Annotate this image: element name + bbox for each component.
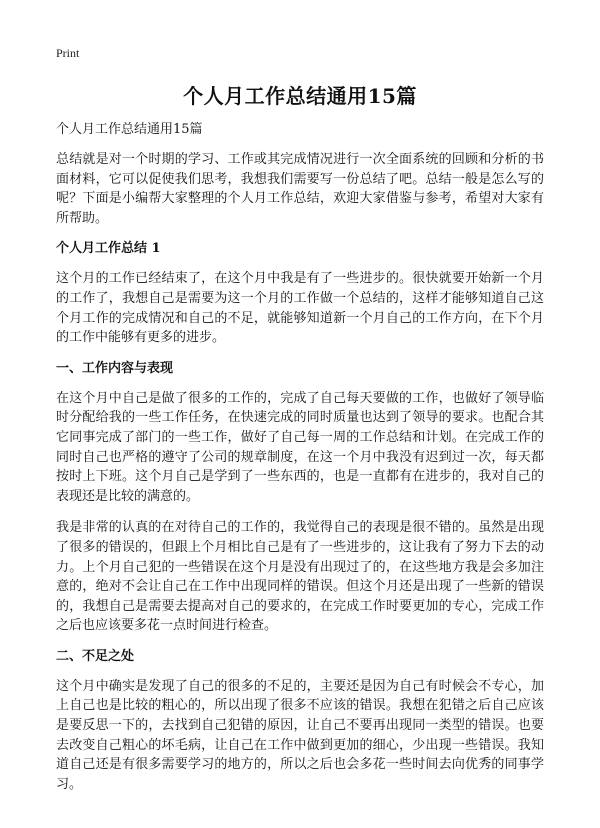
section-heading-summary-1: 个人月工作总结 1 (56, 241, 161, 257)
print-link[interactable]: Print (56, 46, 80, 60)
intro-paragraph: 总结就是对一个时期的学习、工作或其完成情况进行一次全面系统的回顾和分析的书面材料，它可以促使我们思考，我想我们需要写一份总结了吧。总结一般是怎么写的呢？下面是小编帮大家整理的个人月工作总结，欢迎大家借鉴与参考，希望对大家有所帮助。 (56, 152, 544, 226)
work-content-paragraph-2: 我是非常的认真的在对待自己的工作的，我觉得自己的表现是很不错的。虽然是出现了很多的错误的，但跟上个月相比自己是有了一些进步的，这让我有了努力下去的动力。上个月自己犯的一些错误在这个月是没有出现过了的，在这些地方我是会多加注意的，绝对不会让自己在工作中出现同样的错误。但这个月还是出现了一些新的错误的，我想自己是需要去提高对自己的要求的，在完成工作时要更加的专心，完成工作之后也应该要多花一点时间进行检查。 (56, 520, 544, 634)
section-heading-shortcomings: 二、不足之处 (56, 648, 135, 664)
page-title: 个人月工作总结通用15篇 (183, 84, 417, 108)
document-body (56, 121, 544, 806)
shortcomings-paragraph: 这个月中确实是发现了自己的很多的不足的，主要还是因为自己有时候会不专心，加上自己也是比较的粗心的，所以出现了很多不应该的错误。我想在犯错之后自己应该是要反思一下的，去找到自己犯错的原因，让自己不要再出现同一类型的错误。也要去改变自己粗心的坏毛病，让自己在工作中做到更加的细心，少出现一些错误。我知道自己还是有很多需要学习的地方的，所以之后也会多花一些时间去向优秀的同事学习。 (56, 678, 544, 792)
section-heading-work-content: 一、工作内容与表现 (56, 360, 174, 376)
document-subtitle: 个人月工作总结通用15篇 (56, 122, 203, 137)
work-content-paragraph-1: 在这个月中自己是做了很多的工作的，完成了自己每天要做的工作，也做好了领导临时分配给我的一些工作任务，在快速完成的同时质量也达到了领导的要求。也配合其它同事完成了部门的一些工作，做好了自己每一周的工作总结和计划。在完成工作的同时自己也严格的遵守了公司的规章制度，在这一个月中我没有迟到过一次，每天都按时上下班。这个月自己是学到了一些东西的，也是一直都有在进步的，我对自己的表现还是比较的满意的。 (56, 390, 544, 504)
summary-1-paragraph: 这个月的工作已经结束了，在这个月中我是有了一些进步的。很快就要开始新一个月的工作了，我想自己是需要为这一个月的工作做一个总结的，这样才能够知道自己这个月工作的完成情况和自己的不足，就能够知道新一个月自己的工作方向，在下个月的工作中能够有更多的进步。 (56, 271, 544, 346)
